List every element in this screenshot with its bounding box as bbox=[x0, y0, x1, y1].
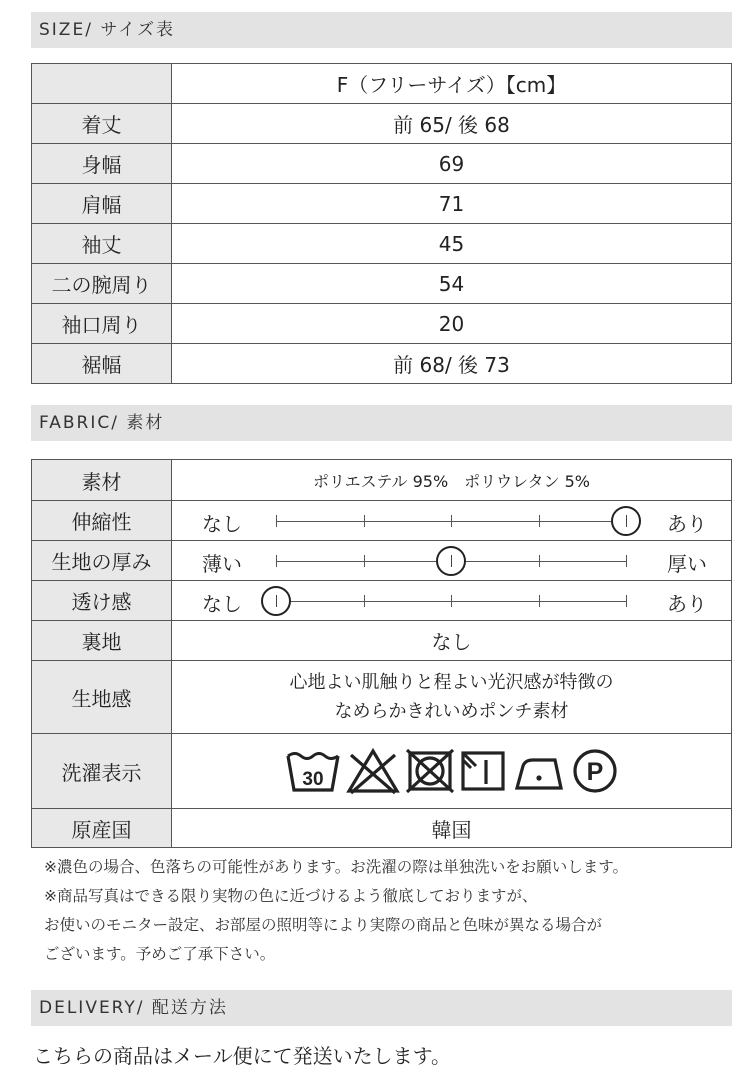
stretch-label: 伸縮性 bbox=[32, 501, 172, 541]
size-row-value: 前 65/ 後 68 bbox=[172, 104, 732, 144]
scale-tick bbox=[364, 595, 365, 607]
thickness-min-label: 薄い bbox=[202, 551, 242, 576]
sheerness-scale bbox=[172, 582, 731, 620]
table-row bbox=[32, 661, 732, 734]
size-row-value: 71 bbox=[172, 184, 732, 224]
lining-value: なし bbox=[172, 621, 732, 661]
scale-tick bbox=[276, 555, 277, 567]
dry-clean-letter: P bbox=[586, 758, 603, 786]
dry-clean-p-icon bbox=[571, 748, 619, 794]
scale-tick bbox=[364, 555, 365, 567]
notes bbox=[44, 853, 628, 969]
size-section-heading: SIZE/ サイズ表 bbox=[31, 12, 732, 48]
fabric-section-heading: FABRIC/ 素材 bbox=[31, 405, 732, 441]
size-row-label: 二の腕周り bbox=[32, 264, 172, 304]
delivery-text: こちらの商品はメール便にて発送いたします。 bbox=[33, 1044, 451, 1068]
line-dry-shade-icon bbox=[459, 748, 507, 794]
size-table-corner bbox=[32, 64, 172, 104]
care-icons bbox=[172, 747, 731, 795]
note-line: お使いのモニター設定、お部屋の照明等により実際の商品と色味が異なる場合が bbox=[44, 916, 603, 934]
table-row bbox=[32, 541, 732, 581]
stretch-scale bbox=[172, 502, 731, 540]
scale-indicator bbox=[261, 586, 291, 616]
sheerness-min-label: なし bbox=[202, 591, 242, 616]
table-row bbox=[32, 809, 732, 848]
scale-tick bbox=[539, 595, 540, 607]
material-label: 素材 bbox=[32, 460, 172, 501]
table-row bbox=[32, 184, 732, 224]
care-label: 洗濯表示 bbox=[32, 734, 172, 809]
table-row bbox=[32, 501, 732, 541]
scale-tick bbox=[539, 515, 540, 527]
size-column-header: F（フリーサイズ）【cm】 bbox=[172, 64, 732, 104]
thickness-label: 生地の厚み bbox=[32, 541, 172, 581]
scale-tick bbox=[276, 515, 277, 527]
sheerness-label: 透け感 bbox=[32, 581, 172, 621]
size-row-label: 肩幅 bbox=[32, 184, 172, 224]
size-row-label: 裾幅 bbox=[32, 344, 172, 384]
scale-tick bbox=[451, 515, 452, 527]
size-row-label: 袖丈 bbox=[32, 224, 172, 264]
note-line: ※商品写真はできる限り実物の色に近づけるよう徹底しておりますが、 bbox=[44, 887, 538, 905]
size-row-label: 袖口周り bbox=[32, 304, 172, 344]
thickness-scale bbox=[172, 542, 731, 580]
size-row-value: 69 bbox=[172, 144, 732, 184]
note-line: ございます。予めご了承下さい。 bbox=[44, 945, 276, 963]
size-row-label: 着丈 bbox=[32, 104, 172, 144]
iron-low-icon bbox=[511, 748, 567, 794]
origin-value: 韓国 bbox=[172, 809, 732, 848]
size-table bbox=[31, 63, 732, 384]
scale-tick bbox=[626, 595, 627, 607]
size-row-value: 45 bbox=[172, 224, 732, 264]
table-row bbox=[32, 581, 732, 621]
table-row bbox=[32, 460, 732, 501]
lining-label: 裏地 bbox=[32, 621, 172, 661]
scale-indicator bbox=[611, 506, 641, 536]
scale-indicator bbox=[436, 546, 466, 576]
note-line: ※濃色の場合、色落ちの可能性があります。お洗濯の際は単独洗いをお願いします。 bbox=[44, 858, 629, 876]
size-row-value: 54 bbox=[172, 264, 732, 304]
fabric-table bbox=[31, 459, 732, 848]
texture-line: なめらかきれいめポンチ素材 bbox=[334, 701, 569, 722]
table-row bbox=[32, 304, 732, 344]
scale-tick bbox=[626, 555, 627, 567]
no-bleach-icon bbox=[345, 747, 401, 795]
scale-tick bbox=[539, 555, 540, 567]
size-row-value: 前 68/ 後 73 bbox=[172, 344, 732, 384]
no-tumble-dry-icon bbox=[405, 748, 455, 794]
table-row bbox=[32, 224, 732, 264]
wash-tub-30-icon bbox=[285, 748, 341, 794]
table-row bbox=[32, 344, 732, 384]
size-row-value: 20 bbox=[172, 304, 732, 344]
stretch-max-label: あり bbox=[667, 511, 707, 536]
table-row bbox=[32, 144, 732, 184]
table-row bbox=[32, 734, 732, 809]
texture-line: 心地よい肌触りと程よい光沢感が特徴の bbox=[289, 672, 614, 693]
table-row bbox=[32, 621, 732, 661]
size-row-label: 身幅 bbox=[32, 144, 172, 184]
delivery-section-heading: DELIVERY/ 配送方法 bbox=[31, 990, 732, 1026]
table-row bbox=[32, 104, 732, 144]
scale-tick bbox=[364, 515, 365, 527]
wash-temperature: 30 bbox=[301, 769, 324, 790]
sheerness-max-label: あり bbox=[667, 591, 707, 616]
table-row bbox=[32, 264, 732, 304]
texture-label: 生地感 bbox=[32, 661, 172, 734]
material-value: ポリエステル 95% ポリウレタン 5% bbox=[172, 460, 732, 501]
origin-label: 原産国 bbox=[32, 809, 172, 848]
thickness-max-label: 厚い bbox=[667, 551, 707, 576]
stretch-min-label: なし bbox=[202, 511, 242, 536]
scale-tick bbox=[451, 595, 452, 607]
